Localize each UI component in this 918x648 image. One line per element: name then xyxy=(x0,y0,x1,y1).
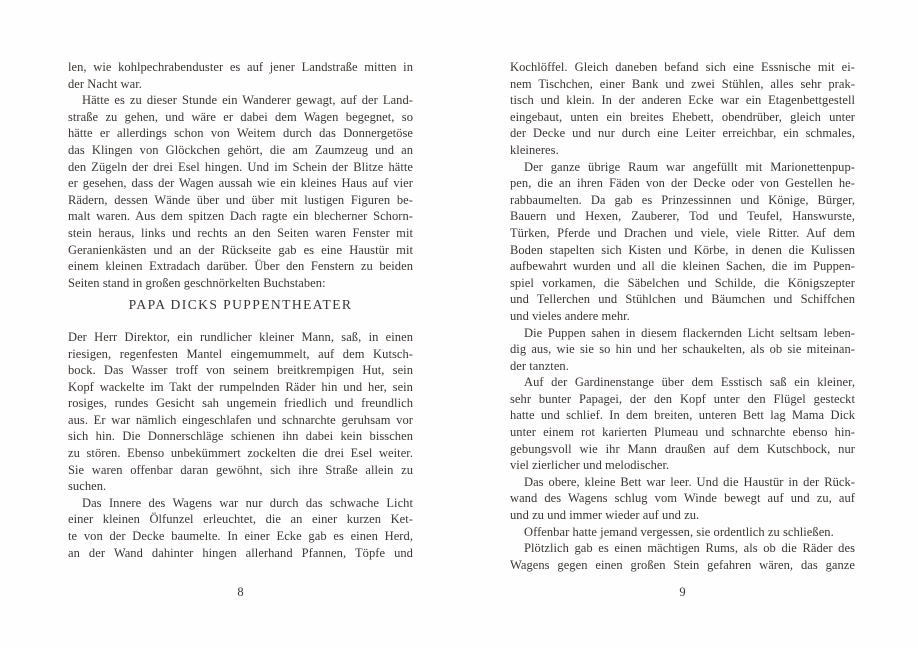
text-line: hätte er allerdings schon von Weitem durch das Donnergetöse xyxy=(68,126,413,141)
text-line: Sie waren offenbar daran gewöhnt, sich ihre Straße allein zu xyxy=(68,462,413,477)
text-line: Rädern, dessen Wände über und über mit lustigen Figuren be- xyxy=(68,192,413,207)
text-line: viel zierlicher und melodischer. xyxy=(510,458,670,473)
text-line: und Tellerchen und Stühlchen und Bäumchen und Schiffchen xyxy=(510,292,855,307)
text-line: gebungsvoll wie ihr Mann draußen auf dem Kutschbock, nur xyxy=(510,441,855,456)
text-line: Offenbar hatte jemand vergessen, sie ordentlich zu schließen. xyxy=(524,524,834,539)
text-line: Geranienkästen und an der Rückseite gab es eine Haustür mit xyxy=(68,242,413,257)
text-line: kleineres. xyxy=(510,142,559,157)
text-line: er gesehen, dass der Wagen aussah wie ein kleines Haus auf vier xyxy=(68,176,413,191)
text-line: Auf der Gardinenstange über dem Esstisch saß ein kleiner, xyxy=(524,375,855,390)
text-line: aus. Er war nämlich eingeschlafen und schnarchte geruhsam vor xyxy=(68,412,413,427)
text-line: zu stören. Ebenso unbekümmert zockelten die drei Esel weiter. xyxy=(68,446,413,461)
text-line: nem Tischchen, einer Bank und zwei Stühlen, alles sehr prak- xyxy=(510,76,855,91)
text-line: Kochlöffel. Gleich daneben befand sich eine Essnische mit ei- xyxy=(510,60,855,74)
text-line: sich hin. Die Donnerschläge schienen ihn dabei kein bisschen xyxy=(68,429,413,444)
text-line: spiel vorkamen, die Säbelchen und Schilde, die Königszepter xyxy=(510,275,855,290)
text-line: wand des Wagens schlug vom Winde bewegt auf und zu, auf xyxy=(510,491,855,506)
text-line: und vieles andere mehr. xyxy=(510,308,630,323)
text-line: an der Wand dahinter hingen allerhand Pfannen, Töpfe und xyxy=(68,545,413,560)
text-line: Kopf wackelte im Takt der rumpelnden Räder hin und her, sein xyxy=(68,379,413,394)
text-line: und zu und immer wieder auf und zu. xyxy=(510,508,700,523)
text-line: len, wie kohlpechrabenduster es auf jener Landstraße mitten in xyxy=(68,60,413,74)
text-line: den Zügeln der drei Esel hingen. Und im Schein der Blitze hätte xyxy=(68,159,413,174)
text-line: sehr bunter Papagei, der den Kopf unter den Flügel gesteckt xyxy=(510,391,855,406)
text-line: Plötzlich gab es einen mächtigen Rums, als ob die Räder des xyxy=(524,541,855,556)
text-line: Der Herr Direktor, ein rundlicher kleiner Mann, saß, in einen xyxy=(68,329,413,344)
text-line: riesigen, regenfesten Mantel eingemummelt, auf dem Kutsch- xyxy=(68,346,413,361)
text-line: der Decke und nur durch eine Leiter erreichbar, ein schmales, xyxy=(510,126,855,141)
text-line: eingebaut, unten ein breites Ehebett, obendrüber, gleich unter xyxy=(510,109,855,124)
text-line: einem kleinen Extradach darüber. Über den Fenstern zu beiden xyxy=(68,259,413,274)
text-line: bock. Das Wasser troff von seinem breitkrempigen Hut, sein xyxy=(68,363,413,378)
text-line: Türken, Pferde und Drachen und viele, viele Ritter. Auf dem xyxy=(510,225,855,240)
text-line: pen, die an ihren Fäden von der Decke oder von Gestellen he- xyxy=(510,176,855,191)
page-right-text xyxy=(510,59,855,573)
page-number-left: 8 xyxy=(237,585,244,599)
page-right xyxy=(510,59,855,573)
text-line: Seiten stand in großen geschnörkelten Buchstaben: xyxy=(68,275,326,290)
text-line: malt waren. Aus dem spitzen Dach ragte ein blecherner Schorn- xyxy=(68,209,413,224)
text-line: Das obere, kleine Bett war leer. Und die Haustür in der Rück- xyxy=(524,474,855,489)
text-line: hatte und schlief. In dem breiten, unteren Bett lag Mama Dick xyxy=(510,408,855,423)
text-line: der Nacht war. xyxy=(68,76,142,91)
text-line: straße zu gehen, und wäre er dabei dem Wagen begegnet, so xyxy=(68,109,413,124)
text-line: Die Puppen sahen in diesem flackernden Licht seltsam leben- xyxy=(524,325,855,340)
chapter-heading: PAPA DICKS PUPPENTHEATER xyxy=(128,297,353,313)
text-line: rosiges, rundes Gesicht sah ungemein friedlich und freundlich xyxy=(68,396,413,411)
text-line: Hätte es zu dieser Stunde ein Wanderer gewagt, auf der Land- xyxy=(82,93,413,108)
text-line: der tanzten. xyxy=(510,358,569,373)
text-line: aufbewahrt wurden und all die kleinen Sachen, die im Puppen- xyxy=(510,259,855,274)
page-left-text xyxy=(68,59,413,561)
text-line: einer kleinen Ölfunzel erleuchtet, die an einer kurzen Ket- xyxy=(68,512,413,527)
text-line: Das Innere des Wagens war nur durch das schwache Licht xyxy=(82,495,413,510)
text-line: Bauern und Hexen, Zauberer, Tod und Teufel, Hanswurste, xyxy=(510,209,855,224)
text-line: tisch und klein. In der anderen Ecke war ein Etagenbettgestell xyxy=(510,93,855,108)
page-number-right: 9 xyxy=(679,585,686,599)
text-line: Boden stapelten sich Kisten und Körbe, in denen die Kulissen xyxy=(510,242,855,257)
text-line: suchen. xyxy=(68,479,107,494)
text-line: dig aus, wie sie so hin und her schaukelten, als ob sie miteinan- xyxy=(510,342,855,357)
text-line: te von der Decke baumelte. In einer Ecke gab es einen Herd, xyxy=(68,529,413,544)
text-line: Der ganze übrige Raum war angefüllt mit Marionettenpup- xyxy=(524,159,855,174)
text-line: unter einem rot karierten Plumeau und schnarchte ebenso hin- xyxy=(510,425,855,440)
text-line: Wagens gegen einen großen Stein gefahren wären, das ganze xyxy=(510,557,855,572)
page-left xyxy=(68,59,413,561)
text-line: das Klingen von Glöckchen gehört, die am Zaumzeug und an xyxy=(68,142,413,157)
text-line: rabbaumelten. Da gab es Prinzessinnen und Könige, Bürger, xyxy=(510,192,855,207)
text-line: stein heraus, links und rechts an den Seiten waren Fenster mit xyxy=(68,225,413,240)
